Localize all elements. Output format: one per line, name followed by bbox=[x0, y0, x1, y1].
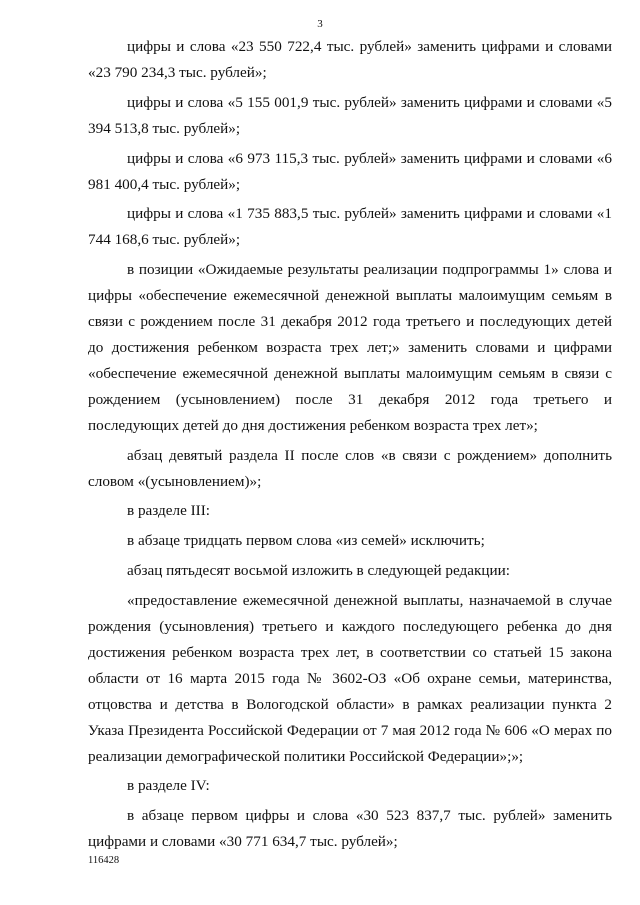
paragraph-9: абзац пятьдесят восьмой изложить в следующей редакции: bbox=[127, 562, 510, 580]
paragraph-3: цифры и слова «6 973 115,3 тыс. рублей» заменить цифрами и словами «6 981 400,4 тыс. рублей»; bbox=[88, 149, 612, 193]
paragraph-8: в абзаце тридцать первом слова «из семей» исключить; bbox=[127, 532, 485, 550]
paragraph-12: в абзаце первом цифры и слова «30 523 837,7 тыс. рублей» заменить цифрами и словами «30 771 634,7 тыс. рублей»; bbox=[88, 807, 612, 851]
document-body bbox=[88, 34, 612, 855]
page-number: 3 bbox=[317, 18, 323, 30]
paragraph-10: «предоставление ежемесячной денежной выплаты, назначаемой в случае рождения (усыновления) третьего и каждого последующего ребенка до дня достижения ребенком возраста трех лет, в соответствии со статьей 15 закона области от 16 марта 2015 года № 3602-ОЗ «Об охране семьи, материнства, отцовства и детства в Вологодской области» в рамках реализации пункта 2 Указа Президента Российской Федерации от 7 мая 2012 года № 606 «О мерах по реализации демографической политики Российской Федерации»;»; bbox=[88, 592, 612, 765]
paragraph-4: цифры и слова «1 735 883,5 тыс. рублей» заменить цифрами и словами «1 744 168,6 тыс. рублей»; bbox=[88, 205, 612, 249]
paragraph-6: абзац девятый раздела II после слов «в связи с рождением» дополнить словом «(усыновлением)»; bbox=[88, 446, 612, 490]
paragraph-2: цифры и слова «5 155 001,9 тыс. рублей» заменить цифрами и словами «5 394 513,8 тыс. рублей»; bbox=[88, 93, 612, 137]
paragraph-5: в позиции «Ожидаемые результаты реализации подпрограммы 1» слова и цифры «обеспечение ежемесячной денежной выплаты малоимущим семьям в связи с рождением после 31 декабря 2012 года третьего и последующих детей до достижения ребенком возраста трех лет;» заменить словами и цифрами «обеспечение ежемесячной денежной выплаты малоимущим семьям в связи с рождением (усыновлением) после 31 декабря 2012 года третьего и последующих детей до дня достижения ребенком возраста трех лет»; bbox=[88, 261, 612, 434]
paragraph-1: цифры и слова «23 550 722,4 тыс. рублей» заменить цифрами и словами «23 790 234,3 тыс. рублей»; bbox=[88, 38, 612, 81]
paragraph-11: в разделе IV: bbox=[127, 777, 210, 795]
paragraph-7: в разделе III: bbox=[127, 502, 211, 520]
document-code: 116428 bbox=[88, 855, 120, 866]
